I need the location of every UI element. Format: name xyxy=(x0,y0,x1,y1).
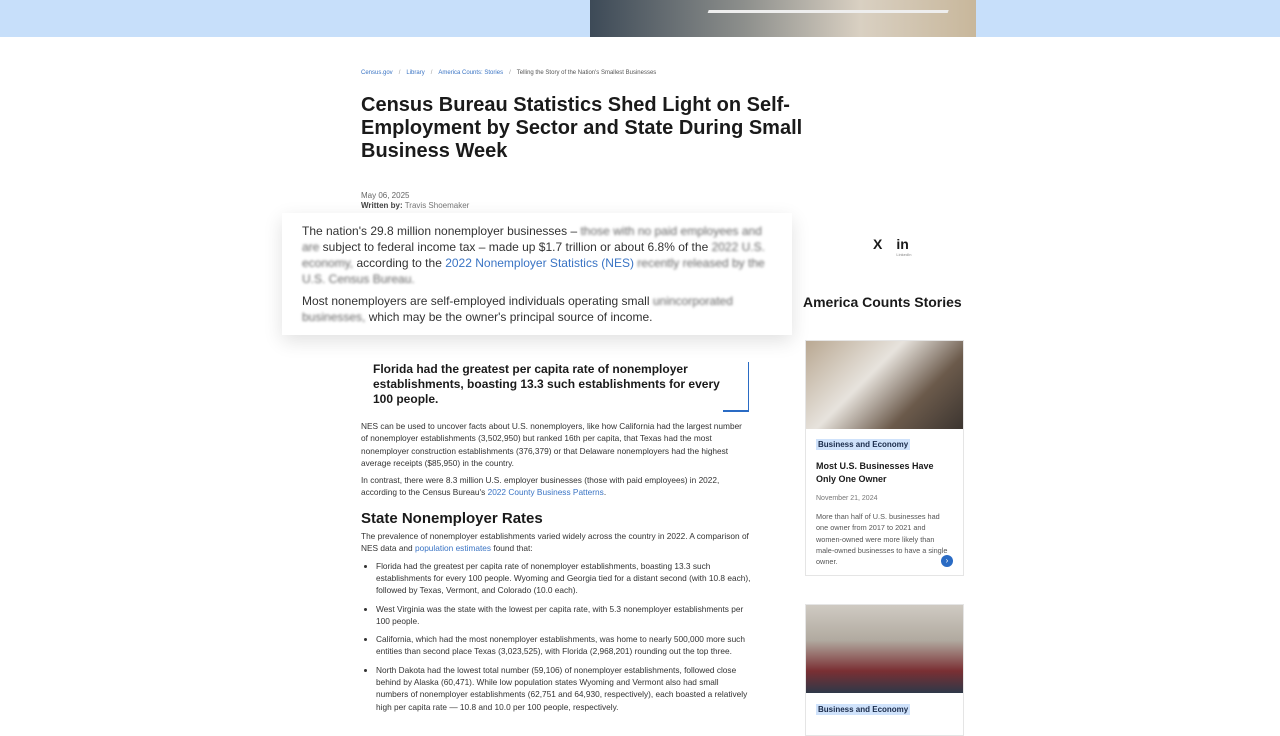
popup-paragraph: Most nonemployers are self-employed individuals operating small unincorporated businesses, which may be the owner's principal source of income. xyxy=(302,294,733,324)
economy-link[interactable]: 2022 U.S. economy, xyxy=(302,240,765,270)
x-share-icon[interactable]: X xyxy=(873,236,883,252)
story-image xyxy=(806,605,963,693)
story-image xyxy=(806,341,963,429)
population-estimates-link[interactable]: population estimates xyxy=(414,543,492,554)
list-item: • California, which had the most nonemployer establishments, was home to nearly 500,000 more such entities than second place Texas (3,023,525), with Florida (2,968,201) rounding out the top three. xyxy=(376,633,751,658)
pull-quote: Florida had the greatest per capita rate of nonemployer establishments, boasting 13.3 such establishments for every 100 people. xyxy=(361,362,749,412)
page-title: Census Bureau Statistics Shed Light on Self-Employment by Sector and State During Small Business Week xyxy=(361,94,803,162)
chevron-right-icon[interactable]: › xyxy=(941,555,953,567)
breadcrumb-library[interactable]: Library xyxy=(406,70,425,76)
category-tag[interactable]: Business and Economy xyxy=(818,440,909,449)
highlight-popup xyxy=(282,213,792,335)
article-author: Written by: Travis Shoemaker xyxy=(361,201,470,210)
article-date: May 06, 2025 xyxy=(361,191,410,200)
cbp-link[interactable]: 2022 County Business Patterns xyxy=(487,487,604,498)
story-title[interactable]: Most U.S. Businesses Have Only One Owner xyxy=(816,461,934,484)
breadcrumb-census[interactable]: Census.gov xyxy=(361,70,393,76)
list-item: • West Virginia was the state with the lowest per capita rate, with 5.3 nonemployer establishments per 100 people. xyxy=(376,603,751,628)
breadcrumb-stories[interactable]: America Counts: Stories xyxy=(438,70,504,76)
list-item: • North Dakota had the lowest total number (59,106) of nonemployer establishments, followed close behind by Alaska (60,471). While low population states Wyoming and Vermont also had small numbers of nonemployer establishments (62,751 and 64,930, respectively), each boasted a relatively high per capita rate — 10.8 and 10.0 per 100 people, respectively. xyxy=(376,664,751,713)
story-date: November 21, 2024 xyxy=(816,495,878,502)
list-item: • Florida had the greatest per capita rate of nonemployer establishments, boasting 13.3 such establishments for every 100 people. Wyoming and Georgia tied for a distant second (with 10.8 each), followed by Texas, Vermont, and Colorado (10.0 each). xyxy=(376,560,751,597)
story-card[interactable] xyxy=(805,340,964,576)
nes-link[interactable]: 2022 Nonemployer Statistics (NES) xyxy=(445,256,634,270)
linkedin-share-icon[interactable]: in LinkedIn xyxy=(896,236,912,257)
section-heading: State Nonemployer Rates xyxy=(361,509,543,527)
paragraph: NES can be used to uncover facts about U.S. nonemployers, like how California had the largest number of nonemployer establishments (3,502,950) but ranked 16th per capita, that Texas had the most nonemployer construction establishments (376,379) or that Delaware nonemployers had the highest average receipts ($85,950) in the country. xyxy=(361,421,742,468)
paragraph: The prevalence of nonemployer establishments varied widely across the country in 2022. A comparison of NES data and population estimates found that: xyxy=(361,531,749,554)
breadcrumb: Census.gov / Library / America Counts: Stories / Telling the Story of the Nation's Smallest Businesses xyxy=(361,70,657,76)
share-bar xyxy=(873,236,911,257)
story-summary: More than half of U.S. businesses had one owner from 2017 to 2021 and women-owned were more likely than male-owned businesses to have a single owner. › xyxy=(816,511,953,567)
sidebar-heading: America Counts Stories xyxy=(803,294,962,310)
popup-paragraph: The nation's 29.8 million nonemployer businesses – those with no paid employees and are subject to federal income tax – made up $1.7 trillion or about 6.8% of the 2022 U.S. economy, according to the 2022 Nonemployer Statistics (NES) recently released by the U.S. Census Bureau. xyxy=(302,224,765,286)
story-card[interactable] xyxy=(805,604,964,736)
article-body xyxy=(361,420,751,719)
paragraph: In contrast, there were 8.3 million U.S. employer businesses (those with paid employees) in 2022, according to the Census Bureau's 2022 County Business Patterns. xyxy=(361,475,720,498)
findings-list xyxy=(361,560,751,713)
category-tag[interactable]: Business and Economy xyxy=(818,705,909,714)
hero-image xyxy=(590,0,976,37)
breadcrumb-current: Telling the Story of the Nation's Smallest Businesses xyxy=(516,70,657,76)
